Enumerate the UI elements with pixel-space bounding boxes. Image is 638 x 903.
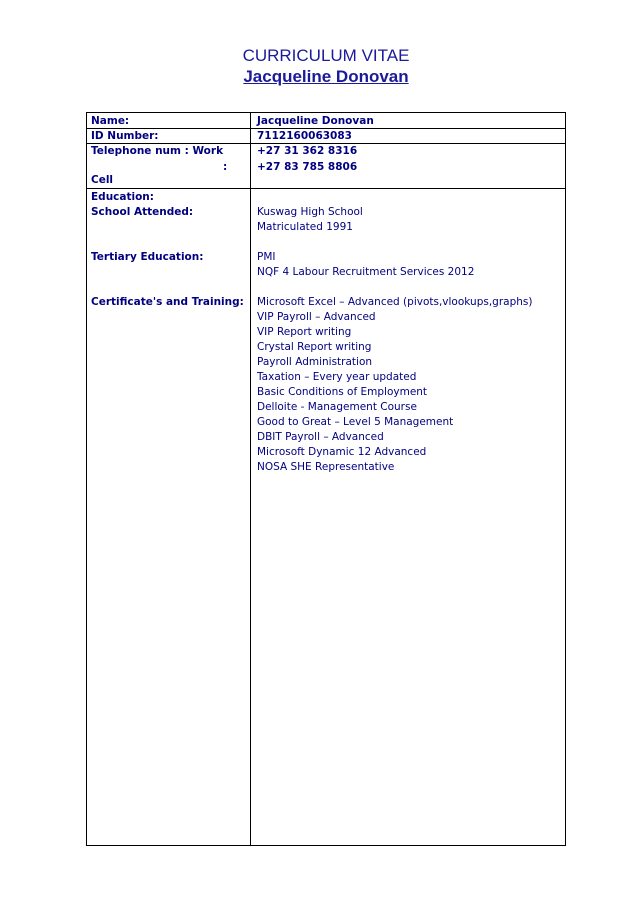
school-attended-list [257, 205, 363, 235]
certificate-item: Microsoft Excel – Advanced (pivots,vlookups,graphs) [257, 296, 533, 308]
certificate-item: VIP Report writing [257, 326, 352, 338]
school-line: Kuswag High School [257, 206, 363, 218]
cv-header [0, 46, 638, 88]
certificate-item: Taxation – Every year updated [257, 371, 417, 383]
id-label: ID Number: [91, 130, 159, 142]
row-divider [87, 188, 565, 189]
certificate-item: Payroll Administration [257, 356, 373, 368]
certificate-item: Basic Conditions of Employment [257, 386, 428, 398]
telephone-cell-label: Cell [91, 174, 114, 186]
candidate-name-heading: Jacqueline Donovan [243, 67, 409, 86]
column-divider [250, 113, 251, 845]
cv-table [86, 112, 566, 846]
telephone-colon: : [223, 161, 228, 173]
telephone-cell-value: +27 83 785 8806 [257, 161, 358, 173]
certificate-item: DBIT Payroll – Advanced [257, 431, 384, 443]
telephone-work-value: +27 31 362 8316 [257, 145, 358, 157]
certificate-item: Microsoft Dynamic 12 Advanced [257, 446, 427, 458]
certificate-item: Crystal Report writing [257, 341, 372, 353]
tertiary-line: NQF 4 Labour Recruitment Services 2012 [257, 266, 475, 278]
education-heading: Education: [91, 191, 154, 203]
certificate-item: NOSA SHE Representative [257, 461, 395, 473]
tertiary-education-label: Tertiary Education: [91, 251, 204, 263]
name-value: Jacqueline Donovan [257, 115, 374, 127]
school-attended-label: School Attended: [91, 206, 194, 218]
certificate-item: Delloite - Management Course [257, 401, 417, 413]
id-value: 7112160063083 [257, 130, 352, 142]
telephone-work-label: Telephone num : Work [91, 145, 224, 157]
document-title: CURRICULUM VITAE [242, 46, 410, 65]
certificate-item: VIP Payroll – Advanced [257, 311, 376, 323]
tertiary-line: PMI [257, 251, 276, 263]
certificates-label: Certificate's and Training: [91, 296, 244, 308]
school-line: Matriculated 1991 [257, 221, 353, 233]
tertiary-education-list [257, 250, 474, 280]
certificates-list [257, 295, 532, 475]
name-label: Name: [91, 115, 130, 127]
certificate-item: Good to Great – Level 5 Management [257, 416, 454, 428]
